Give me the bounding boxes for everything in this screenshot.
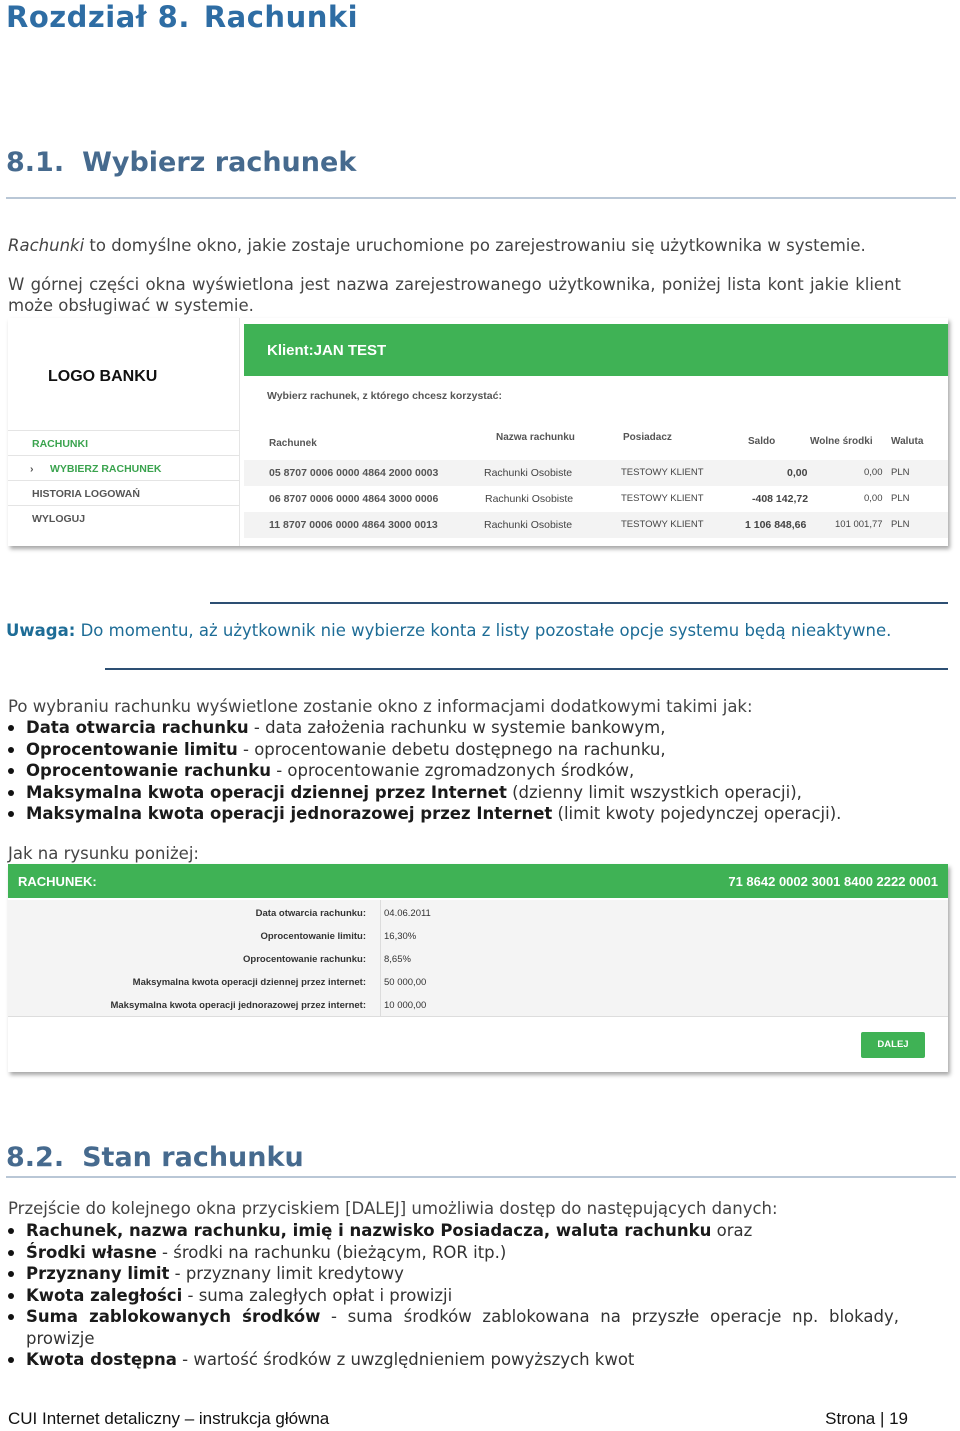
- state-list: [6, 1220, 899, 1371]
- detail-row: Maksymalna kwota operacji jednorazowej przez internet: 10 000,00: [110, 1000, 427, 1011]
- nav-item-historia-logowan[interactable]: HISTORIA LOGOWAŃ: [8, 480, 239, 505]
- footer-title: CUI Internet detaliczny – instrukcja główna: [8, 1409, 330, 1428]
- chapter-title: Rachunki: [203, 0, 359, 34]
- detail-row: Maksymalna kwota operacji dziennej przez internet: 50 000,00: [132, 977, 427, 988]
- column-header: Wolne środki: [810, 436, 873, 447]
- account-number: 71 8642 0002 3001 8400 2222 0001: [728, 874, 938, 889]
- section-number: 8.2.: [6, 1142, 65, 1173]
- section2-intro: Przejście do kolejnego okna przyciskiem [DALEJ] umożliwia dostęp do następujących danych:: [8, 1199, 778, 1218]
- detail-row: Oprocentowanie rachunku: 8,65%: [243, 954, 411, 965]
- list-item: Przyznany limit - przyznany limit kredytowy: [6, 1263, 899, 1285]
- page-number: Strona | 19: [825, 1409, 908, 1428]
- column-header: Rachunek: [269, 438, 317, 449]
- list-item: Oprocentowanie rachunku - oprocentowanie zgromadzonych środków,: [6, 760, 926, 782]
- choose-account-prompt: Wybierz rachunek, z którego chcesz korzystać:: [267, 390, 502, 402]
- list-item: Rachunek, nazwa rachunku, imię i nazwisko Posiadacza, waluta rachunku oraz: [6, 1220, 899, 1242]
- sidebar: [8, 318, 240, 546]
- section-heading-8-1: [6, 147, 356, 178]
- account-details-screenshot: [8, 864, 948, 1072]
- table-row[interactable]: 11 8707 0006 0000 4864 3000 0013 Rachunki Osobiste TESTOWY KLIENT 1 106 848,66 101 001,77 PLN: [244, 512, 948, 538]
- note-paragraph: [6, 620, 901, 641]
- intro-text: to domyślne okno, jakie zostaje uruchomione po zarejestrowaniu się użytkownika w systemie.: [84, 236, 866, 255]
- section-title: Stan rachunku: [82, 1142, 304, 1173]
- next-button[interactable]: DALEJ: [861, 1032, 925, 1058]
- intro-italic: Rachunki: [8, 236, 85, 255]
- section-rule: [6, 1176, 956, 1178]
- after-note-paragraph: Po wybraniu rachunku wyświetlone zostanie okno z informacjami dodatkowymi takimi jak:: [8, 697, 753, 716]
- list-item: Maksymalna kwota operacji jednorazowej przez Internet (limit kwoty pojedynczej operacji).: [6, 803, 926, 825]
- bank-logo: LOGO BANKU: [48, 368, 158, 385]
- list-item: Suma zablokowanych środków - suma środków zablokowana na przyszłe operacje np. blokady, prowizje: [6, 1306, 899, 1349]
- note-label: Uwaga:: [6, 621, 76, 640]
- details-list: [6, 717, 926, 825]
- list-item: Data otwarcia rachunku - data założenia rachunku w systemie bankowym,: [6, 717, 926, 739]
- client-name: Klient:JAN TEST: [267, 342, 387, 359]
- note-bottom-rule: [105, 668, 948, 670]
- account-header: [8, 864, 948, 898]
- intro-paragraph: [8, 235, 908, 256]
- note-top-rule: [210, 602, 948, 604]
- account-details-box: [8, 900, 948, 1017]
- list-item: Kwota zaległości - suma zaległych opłat i prowizji: [6, 1285, 899, 1307]
- nav-item-rachunki[interactable]: RACHUNKI: [8, 430, 239, 455]
- section-number: 8.1.: [6, 147, 65, 178]
- section-rule: [6, 197, 956, 199]
- page-footer: [8, 1409, 908, 1429]
- table-row[interactable]: 06 8707 0006 0000 4864 3000 0006 Rachunki Osobiste TESTOWY KLIENT -408 142,72 0,00 PLN: [269, 493, 910, 505]
- nav-item-wybierz-rachunek[interactable]: › WYBIERZ RACHUNEK: [8, 455, 239, 480]
- section-title: Wybierz rachunek: [82, 147, 357, 178]
- account-header-title: RACHUNEK:: [18, 874, 97, 889]
- column-header: Saldo: [748, 436, 776, 447]
- column-header: Waluta: [891, 436, 924, 447]
- column-header: Nazwa rachunku: [496, 432, 575, 443]
- column-header: Posiadacz: [623, 432, 672, 443]
- nav-item-wyloguj[interactable]: WYLOGUJ: [8, 505, 239, 530]
- detail-row: Oprocentowanie limitu: 16,30%: [260, 931, 417, 942]
- intro-paragraph-2: W górnej części okna wyświetlona jest nazwa zarejestrowanego użytkownika, poniżej lista kont jakie klient może obsługiwać w systemie.: [8, 275, 901, 315]
- main-panel: [244, 318, 948, 546]
- section-heading-8-2: [6, 1142, 304, 1173]
- as-below-text: Jak na rysunku poniżej:: [8, 844, 199, 863]
- client-header: [244, 324, 948, 376]
- chevron-right-icon: ›: [30, 463, 34, 475]
- list-item: Maksymalna kwota operacji dziennej przez Internet (dzienny limit wszystkich operacji),: [6, 782, 926, 804]
- chapter-heading: [6, 0, 358, 34]
- note-text: Do momentu, aż użytkownik nie wybierze konta z listy pozostałe opcje systemu będą nieaktywne.: [75, 621, 892, 640]
- list-item: Kwota dostępna - wartość środków z uwzględnieniem powyższych kwot: [6, 1349, 899, 1371]
- list-item: Oprocentowanie limitu - oprocentowanie debetu dostępnego na rachunku,: [6, 739, 926, 761]
- chapter-number: Rozdział 8.: [6, 0, 190, 34]
- list-item: Środki własne - środki na rachunku (bieżącym, ROR itp.): [6, 1242, 899, 1264]
- detail-row: Data otwarcia rachunku: 04.06.2011: [255, 908, 431, 919]
- account-selection-screenshot: [8, 318, 948, 546]
- table-row[interactable]: 05 8707 0006 0000 4864 2000 0003 Rachunki Osobiste TESTOWY KLIENT 0,00 0,00 PLN: [244, 460, 948, 486]
